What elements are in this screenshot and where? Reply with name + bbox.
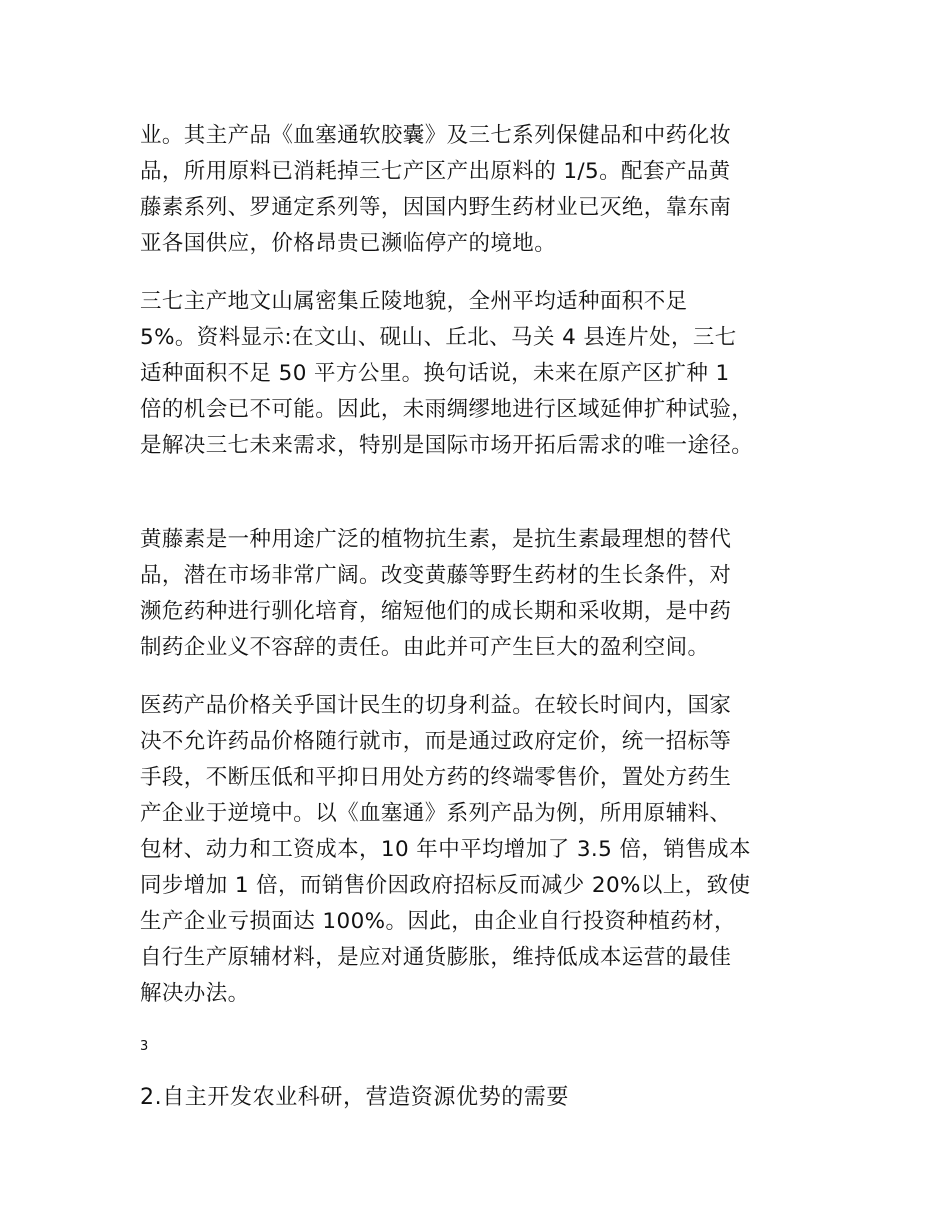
text-line: 适种面积不足 50 平方公里。换句话说，未来在原产区扩种 1 (140, 361, 730, 386)
text-line: 亚各国供应，价格昂贵已濒临停产的境地。 (140, 231, 557, 256)
text-line: 同步增加 1 倍，而销售价因政府招标反而减少 20%以上，致使 (140, 873, 751, 898)
text-line: 解决办法。 (140, 981, 250, 1006)
text-line: 品，潜在市场非常广阔。改变黄藤等野生药材的生长条件，对 (140, 563, 732, 588)
section-heading: 2.自主开发农业科研，营造资源优势的需要 (140, 1085, 569, 1110)
paragraph-drug-pricing (140, 688, 830, 1012)
paragraph-berberine (140, 522, 830, 666)
text-line: 5%。资料显示:在文山、砚山、丘北、马关 4 县连片处，三七 (140, 325, 737, 350)
paragraph-product-supply (140, 118, 830, 262)
paragraph-planting-area (140, 284, 830, 464)
text-line: 制药企业义不容辞的责任。由此并可产生巨大的盈利空间。 (140, 635, 710, 660)
text-line: 藤素系列、罗通定系列等，因国内野生药材业已灭绝，靠东南 (140, 195, 732, 220)
text-line: 决不允许药品价格随行就市，而是通过政府定价，统一招标等 (140, 729, 732, 754)
text-line: 品，所用原料已消耗掉三七产区产出原料的 1/5。配套产品黄 (140, 159, 731, 184)
text-line: 是解决三七未来需求，特别是国际市场开拓后需求的唯一途径。 (140, 433, 754, 458)
text-line: 三七主产地文山属密集丘陵地貌，全州平均适种面积不足 (140, 289, 688, 314)
text-line: 医药产品价格关乎国计民生的切身利益。在较长时间内，国家 (140, 693, 732, 718)
text-line: 濒危药种进行驯化培育，缩短他们的成长期和采收期，是中药 (140, 599, 732, 624)
text-line: 包材、动力和工资成本，10 年中平均增加了 3.5 倍，销售成本 (140, 837, 751, 862)
page-number: 3 (140, 1039, 149, 1054)
text-line: 手段，不断压低和平抑日用处方药的终端零售价，置处方药生 (140, 765, 732, 790)
text-line: 生产企业亏损面达 100%。因此，由企业自行投资种植药材， (140, 909, 736, 934)
text-line: 倍的机会已不可能。因此，未雨绸缪地进行区域延伸扩种试验， (140, 397, 754, 422)
text-line: 黄藤素是一种用途广泛的植物抗生素，是抗生素最理想的替代 (140, 527, 732, 552)
text-line: 自行生产原辅材料，是应对通货膨胀，维持低成本运营的最佳 (140, 945, 732, 970)
text-line: 业。其主产品《血塞通软胶囊》及三七系列保健品和中药化妆 (140, 123, 732, 148)
text-line: 产企业于逆境中。以《血塞通》系列产品为例，所用原辅料、 (140, 801, 732, 826)
